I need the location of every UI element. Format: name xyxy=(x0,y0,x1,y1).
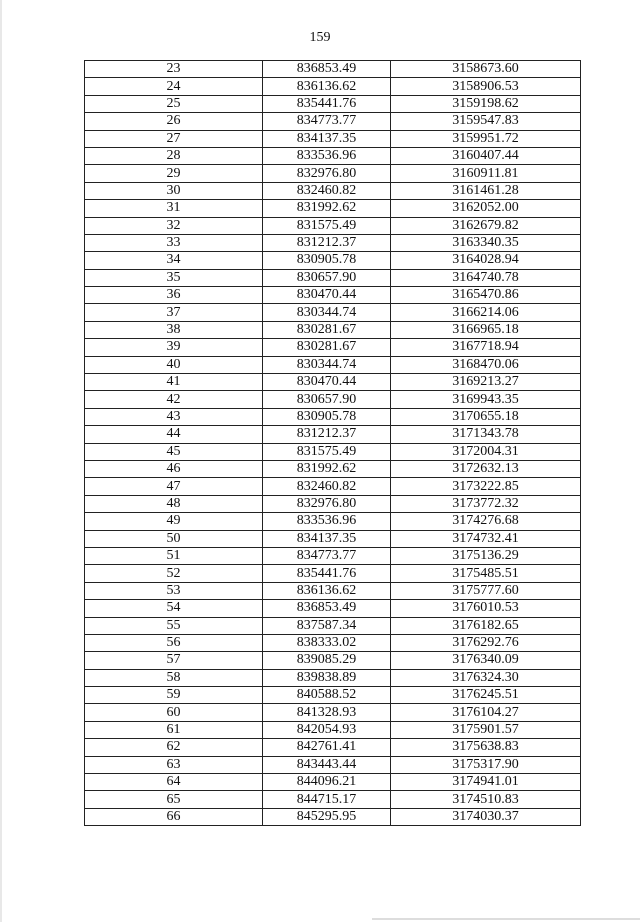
table-row xyxy=(85,756,581,773)
y-coordinate-cell: 3174510.83 xyxy=(391,791,581,808)
y-coordinate-cell: 3159547.83 xyxy=(391,113,581,130)
x-coordinate-cell: 830470.44 xyxy=(263,374,391,391)
x-coordinate-cell: 837587.34 xyxy=(263,617,391,634)
y-coordinate-cell: 3175777.60 xyxy=(391,582,581,599)
table-row xyxy=(85,391,581,408)
table-row xyxy=(85,356,581,373)
point-number-cell: 55 xyxy=(85,617,263,634)
y-coordinate-cell: 3158906.53 xyxy=(391,78,581,95)
y-coordinate-cell: 3170655.18 xyxy=(391,408,581,425)
x-coordinate-cell: 842054.93 xyxy=(263,721,391,738)
y-coordinate-cell: 3160407.44 xyxy=(391,147,581,164)
point-number-cell: 26 xyxy=(85,113,263,130)
point-number-cell: 27 xyxy=(85,130,263,147)
x-coordinate-cell: 830905.78 xyxy=(263,408,391,425)
point-number-cell: 61 xyxy=(85,721,263,738)
table-row xyxy=(85,669,581,686)
point-number-cell: 57 xyxy=(85,652,263,669)
y-coordinate-cell: 3158673.60 xyxy=(391,61,581,78)
table-row xyxy=(85,287,581,304)
x-coordinate-cell: 835441.76 xyxy=(263,95,391,112)
scan-edge-mark xyxy=(0,0,2,922)
y-coordinate-cell: 3169213.27 xyxy=(391,374,581,391)
x-coordinate-cell: 836136.62 xyxy=(263,78,391,95)
table-row xyxy=(85,739,581,756)
table-row xyxy=(85,374,581,391)
x-coordinate-cell: 831575.49 xyxy=(263,217,391,234)
x-coordinate-cell: 834137.35 xyxy=(263,530,391,547)
x-coordinate-cell: 842761.41 xyxy=(263,739,391,756)
table-row xyxy=(85,443,581,460)
table-row xyxy=(85,565,581,582)
y-coordinate-cell: 3160911.81 xyxy=(391,165,581,182)
table-row xyxy=(85,321,581,338)
y-coordinate-cell: 3174732.41 xyxy=(391,530,581,547)
point-number-cell: 40 xyxy=(85,356,263,373)
point-number-cell: 59 xyxy=(85,687,263,704)
coordinates-table-body xyxy=(85,61,581,826)
table-row xyxy=(85,687,581,704)
table-row xyxy=(85,165,581,182)
point-number-cell: 41 xyxy=(85,374,263,391)
y-coordinate-cell: 3175901.57 xyxy=(391,721,581,738)
page-number: 159 xyxy=(309,30,331,45)
y-coordinate-cell: 3175638.83 xyxy=(391,739,581,756)
point-number-cell: 50 xyxy=(85,530,263,547)
x-coordinate-cell: 830905.78 xyxy=(263,252,391,269)
table-row xyxy=(85,217,581,234)
table-row xyxy=(85,495,581,512)
point-number-cell: 47 xyxy=(85,478,263,495)
x-coordinate-cell: 830344.74 xyxy=(263,356,391,373)
table-row xyxy=(85,113,581,130)
y-coordinate-cell: 3176010.53 xyxy=(391,600,581,617)
table-row xyxy=(85,600,581,617)
x-coordinate-cell: 830281.67 xyxy=(263,339,391,356)
point-number-cell: 29 xyxy=(85,165,263,182)
point-number-cell: 54 xyxy=(85,600,263,617)
y-coordinate-cell: 3164028.94 xyxy=(391,252,581,269)
point-number-cell: 52 xyxy=(85,565,263,582)
point-number-cell: 44 xyxy=(85,426,263,443)
point-number-cell: 51 xyxy=(85,547,263,564)
point-number-cell: 39 xyxy=(85,339,263,356)
x-coordinate-cell: 843443.44 xyxy=(263,756,391,773)
y-coordinate-cell: 3175317.90 xyxy=(391,756,581,773)
y-coordinate-cell: 3176340.09 xyxy=(391,652,581,669)
x-coordinate-cell: 841328.93 xyxy=(263,704,391,721)
y-coordinate-cell: 3176245.51 xyxy=(391,687,581,704)
y-coordinate-cell: 3159951.72 xyxy=(391,130,581,147)
y-coordinate-cell: 3175485.51 xyxy=(391,565,581,582)
point-number-cell: 24 xyxy=(85,78,263,95)
y-coordinate-cell: 3171343.78 xyxy=(391,426,581,443)
point-number-cell: 48 xyxy=(85,495,263,512)
x-coordinate-cell: 831575.49 xyxy=(263,443,391,460)
y-coordinate-cell: 3164740.78 xyxy=(391,269,581,286)
x-coordinate-cell: 838333.02 xyxy=(263,634,391,651)
table-row xyxy=(85,147,581,164)
table-row xyxy=(85,460,581,477)
table-row xyxy=(85,652,581,669)
point-number-cell: 38 xyxy=(85,321,263,338)
table-row xyxy=(85,617,581,634)
y-coordinate-cell: 3161461.28 xyxy=(391,182,581,199)
point-number-cell: 62 xyxy=(85,739,263,756)
table-row xyxy=(85,513,581,530)
x-coordinate-cell: 832460.82 xyxy=(263,478,391,495)
x-coordinate-cell: 836853.49 xyxy=(263,600,391,617)
table-row xyxy=(85,61,581,78)
x-coordinate-cell: 839085.29 xyxy=(263,652,391,669)
point-number-cell: 49 xyxy=(85,513,263,530)
y-coordinate-cell: 3173772.32 xyxy=(391,495,581,512)
x-coordinate-cell: 836853.49 xyxy=(263,61,391,78)
point-number-cell: 45 xyxy=(85,443,263,460)
x-coordinate-cell: 831212.37 xyxy=(263,426,391,443)
point-number-cell: 43 xyxy=(85,408,263,425)
x-coordinate-cell: 832460.82 xyxy=(263,182,391,199)
x-coordinate-cell: 830344.74 xyxy=(263,304,391,321)
y-coordinate-cell: 3174941.01 xyxy=(391,774,581,791)
table-row xyxy=(85,547,581,564)
table-row xyxy=(85,339,581,356)
x-coordinate-cell: 833536.96 xyxy=(263,147,391,164)
table-row xyxy=(85,130,581,147)
y-coordinate-cell: 3172004.31 xyxy=(391,443,581,460)
x-coordinate-cell: 830657.90 xyxy=(263,269,391,286)
x-coordinate-cell: 835441.76 xyxy=(263,565,391,582)
y-coordinate-cell: 3168470.06 xyxy=(391,356,581,373)
point-number-cell: 42 xyxy=(85,391,263,408)
point-number-cell: 65 xyxy=(85,791,263,808)
x-coordinate-cell: 831992.62 xyxy=(263,460,391,477)
point-number-cell: 31 xyxy=(85,200,263,217)
x-coordinate-cell: 834137.35 xyxy=(263,130,391,147)
table-row xyxy=(85,634,581,651)
scan-bottom-mark xyxy=(372,918,640,920)
y-coordinate-cell: 3166965.18 xyxy=(391,321,581,338)
y-coordinate-cell: 3163340.35 xyxy=(391,234,581,251)
point-number-cell: 32 xyxy=(85,217,263,234)
x-coordinate-cell: 830657.90 xyxy=(263,391,391,408)
table-row xyxy=(85,95,581,112)
point-number-cell: 25 xyxy=(85,95,263,112)
coordinates-table xyxy=(84,60,581,826)
table-row xyxy=(85,304,581,321)
x-coordinate-cell: 831992.62 xyxy=(263,200,391,217)
y-coordinate-cell: 3174030.37 xyxy=(391,808,581,825)
table-row xyxy=(85,408,581,425)
y-coordinate-cell: 3162679.82 xyxy=(391,217,581,234)
table-row xyxy=(85,530,581,547)
x-coordinate-cell: 832976.80 xyxy=(263,165,391,182)
point-number-cell: 66 xyxy=(85,808,263,825)
y-coordinate-cell: 3175136.29 xyxy=(391,547,581,564)
point-number-cell: 56 xyxy=(85,634,263,651)
y-coordinate-cell: 3169943.35 xyxy=(391,391,581,408)
point-number-cell: 23 xyxy=(85,61,263,78)
point-number-cell: 64 xyxy=(85,774,263,791)
point-number-cell: 58 xyxy=(85,669,263,686)
point-number-cell: 46 xyxy=(85,460,263,477)
y-coordinate-cell: 3159198.62 xyxy=(391,95,581,112)
point-number-cell: 60 xyxy=(85,704,263,721)
point-number-cell: 30 xyxy=(85,182,263,199)
table-row xyxy=(85,704,581,721)
y-coordinate-cell: 3172632.13 xyxy=(391,460,581,477)
point-number-cell: 37 xyxy=(85,304,263,321)
x-coordinate-cell: 839838.89 xyxy=(263,669,391,686)
y-coordinate-cell: 3176292.76 xyxy=(391,634,581,651)
y-coordinate-cell: 3173222.85 xyxy=(391,478,581,495)
x-coordinate-cell: 833536.96 xyxy=(263,513,391,530)
x-coordinate-cell: 832976.80 xyxy=(263,495,391,512)
y-coordinate-cell: 3176104.27 xyxy=(391,704,581,721)
table-row xyxy=(85,721,581,738)
x-coordinate-cell: 830281.67 xyxy=(263,321,391,338)
y-coordinate-cell: 3166214.06 xyxy=(391,304,581,321)
x-coordinate-cell: 844715.17 xyxy=(263,791,391,808)
point-number-cell: 33 xyxy=(85,234,263,251)
table-row xyxy=(85,252,581,269)
x-coordinate-cell: 831212.37 xyxy=(263,234,391,251)
table-row xyxy=(85,78,581,95)
table-row xyxy=(85,200,581,217)
y-coordinate-cell: 3165470.86 xyxy=(391,287,581,304)
x-coordinate-cell: 834773.77 xyxy=(263,113,391,130)
table-row xyxy=(85,426,581,443)
y-coordinate-cell: 3176324.30 xyxy=(391,669,581,686)
table-row xyxy=(85,234,581,251)
y-coordinate-cell: 3174276.68 xyxy=(391,513,581,530)
table-row xyxy=(85,808,581,825)
table-row xyxy=(85,791,581,808)
point-number-cell: 35 xyxy=(85,269,263,286)
table-row xyxy=(85,478,581,495)
x-coordinate-cell: 830470.44 xyxy=(263,287,391,304)
point-number-cell: 36 xyxy=(85,287,263,304)
table-row xyxy=(85,774,581,791)
point-number-cell: 53 xyxy=(85,582,263,599)
point-number-cell: 28 xyxy=(85,147,263,164)
x-coordinate-cell: 844096.21 xyxy=(263,774,391,791)
table-row xyxy=(85,182,581,199)
x-coordinate-cell: 840588.52 xyxy=(263,687,391,704)
table-row xyxy=(85,269,581,286)
x-coordinate-cell: 834773.77 xyxy=(263,547,391,564)
table-row xyxy=(85,582,581,599)
x-coordinate-cell: 836136.62 xyxy=(263,582,391,599)
y-coordinate-cell: 3176182.65 xyxy=(391,617,581,634)
x-coordinate-cell: 845295.95 xyxy=(263,808,391,825)
point-number-cell: 63 xyxy=(85,756,263,773)
point-number-cell: 34 xyxy=(85,252,263,269)
y-coordinate-cell: 3167718.94 xyxy=(391,339,581,356)
y-coordinate-cell: 3162052.00 xyxy=(391,200,581,217)
